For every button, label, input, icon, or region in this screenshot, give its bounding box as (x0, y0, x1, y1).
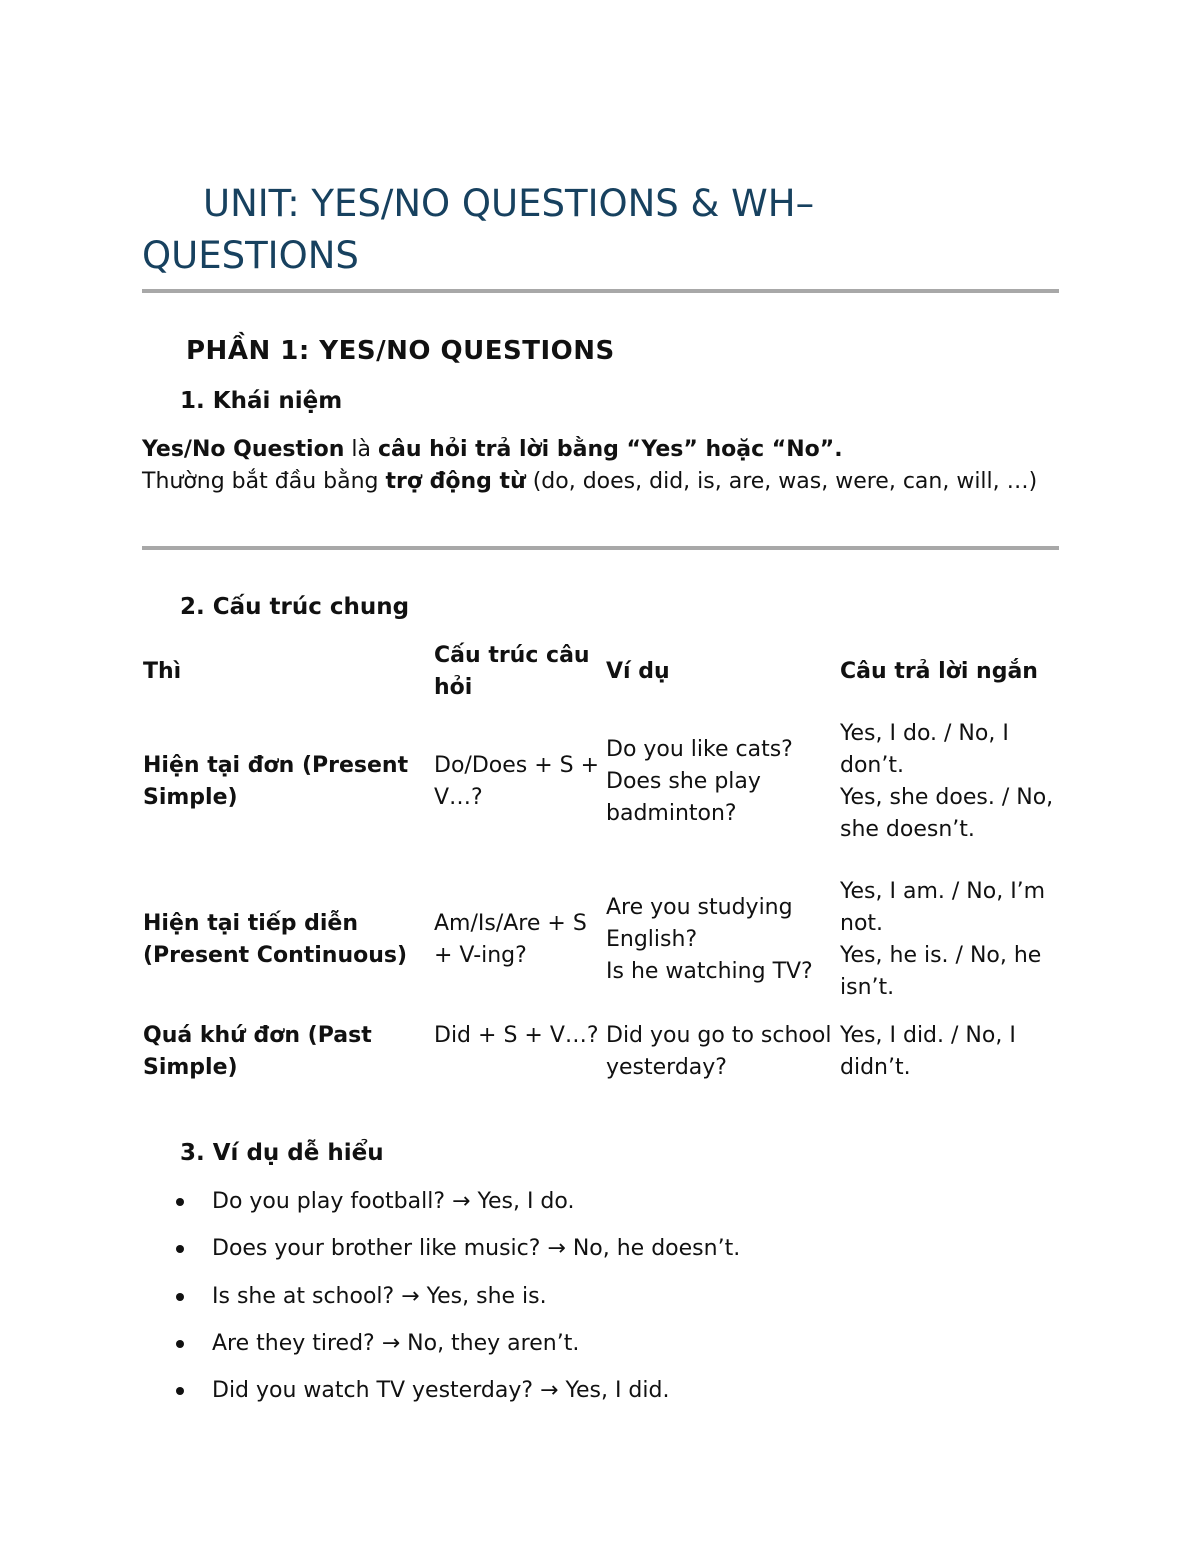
bullet-icon (176, 1387, 184, 1395)
answer-line: Yes, she does. / No, she doesn’t. (840, 785, 1054, 842)
concept-heading: 1. Khái niệm (180, 388, 343, 414)
column-header-tense: Thì (143, 659, 182, 684)
column-header-answer: Câu trả lời ngắn (840, 659, 1038, 684)
list-item: Do you play football? → Yes, I do. (172, 1184, 740, 1231)
answer-cell (837, 704, 1065, 860)
usage-line (142, 466, 1062, 498)
usage-bold: trợ động từ (385, 469, 526, 494)
structure-cell: Am/Is/Are + S + V-ing? (434, 911, 587, 968)
table-row (140, 860, 1065, 1016)
part-1-heading: PHẦN 1: YES/NO QUESTIONS (186, 336, 615, 366)
example-line: Do you like cats? (606, 737, 793, 762)
example-line: Does she play badminton? (606, 769, 761, 826)
answer-cell: Yes, I did. / No, I didn’t. (840, 1023, 1016, 1080)
column-header-example: Ví dụ (606, 659, 670, 684)
title-divider (142, 289, 1059, 293)
table-row (140, 1016, 1065, 1084)
answer-line: Yes, I am. / No, I’m not. (840, 879, 1046, 936)
definition-term: Yes/No Question (142, 437, 345, 462)
tense-cell: Hiện tại tiếp diễn (Present Continuous) (143, 911, 408, 968)
answer-line: Yes, he is. / No, he isn’t. (840, 943, 1042, 1000)
table-row (140, 704, 1065, 860)
example-line: Is he watching TV? (606, 959, 813, 984)
structure-table (140, 640, 1065, 1084)
answer-cell (837, 860, 1065, 1016)
example-line: Are you studying English? (606, 895, 793, 952)
structure-cell: Did + S + V…? (434, 1023, 599, 1048)
concept-paragraph (142, 434, 1062, 498)
page-title-line-2: QUESTIONS (142, 234, 359, 277)
tense-cell: Hiện tại đơn (Present Simple) (143, 753, 409, 810)
definition-line (142, 434, 1062, 466)
page-title-line-1: UNIT: YES/NO QUESTIONS & WH– (203, 182, 815, 225)
list-item: Is she at school? → Yes, she is. (172, 1279, 740, 1326)
column-header-structure: Cấu trúc câu hỏi (434, 643, 590, 700)
bullet-icon (176, 1293, 184, 1301)
list-item: Does your brother like music? → No, he doesn’t. (172, 1231, 740, 1278)
examples-heading: 3. Ví dụ dễ hiểu (180, 1140, 384, 1166)
tense-cell: Quá khứ đơn (Past Simple) (143, 1023, 372, 1080)
list-item: Did you watch TV yesterday? → Yes, I did. (172, 1373, 740, 1420)
usage-end: (do, does, did, is, are, was, were, can, will, …) (525, 469, 1038, 494)
examples-list (172, 1184, 740, 1420)
page-title (142, 178, 1062, 282)
bullet-icon (176, 1340, 184, 1348)
usage-start: Thường bắt đầu bằng (142, 469, 386, 494)
structure-cell: Do/Does + S + V…? (434, 753, 600, 810)
example-cell (603, 704, 837, 860)
structure-heading: 2. Cấu trúc chung (180, 594, 410, 620)
example-cell (603, 860, 837, 1016)
example-cell: Did you go to school yesterday? (606, 1023, 832, 1080)
bullet-icon (176, 1198, 184, 1206)
list-item: Are they tired? → No, they aren’t. (172, 1326, 740, 1373)
definition-text: câu hỏi trả lời bằng “Yes” hoặc “No”. (377, 437, 843, 462)
answer-line: Yes, I do. / No, I don’t. (840, 721, 1009, 778)
definition-connector: là (344, 437, 378, 462)
table-header-row (140, 640, 1065, 704)
bullet-icon (176, 1245, 184, 1253)
concept-divider (142, 546, 1059, 550)
